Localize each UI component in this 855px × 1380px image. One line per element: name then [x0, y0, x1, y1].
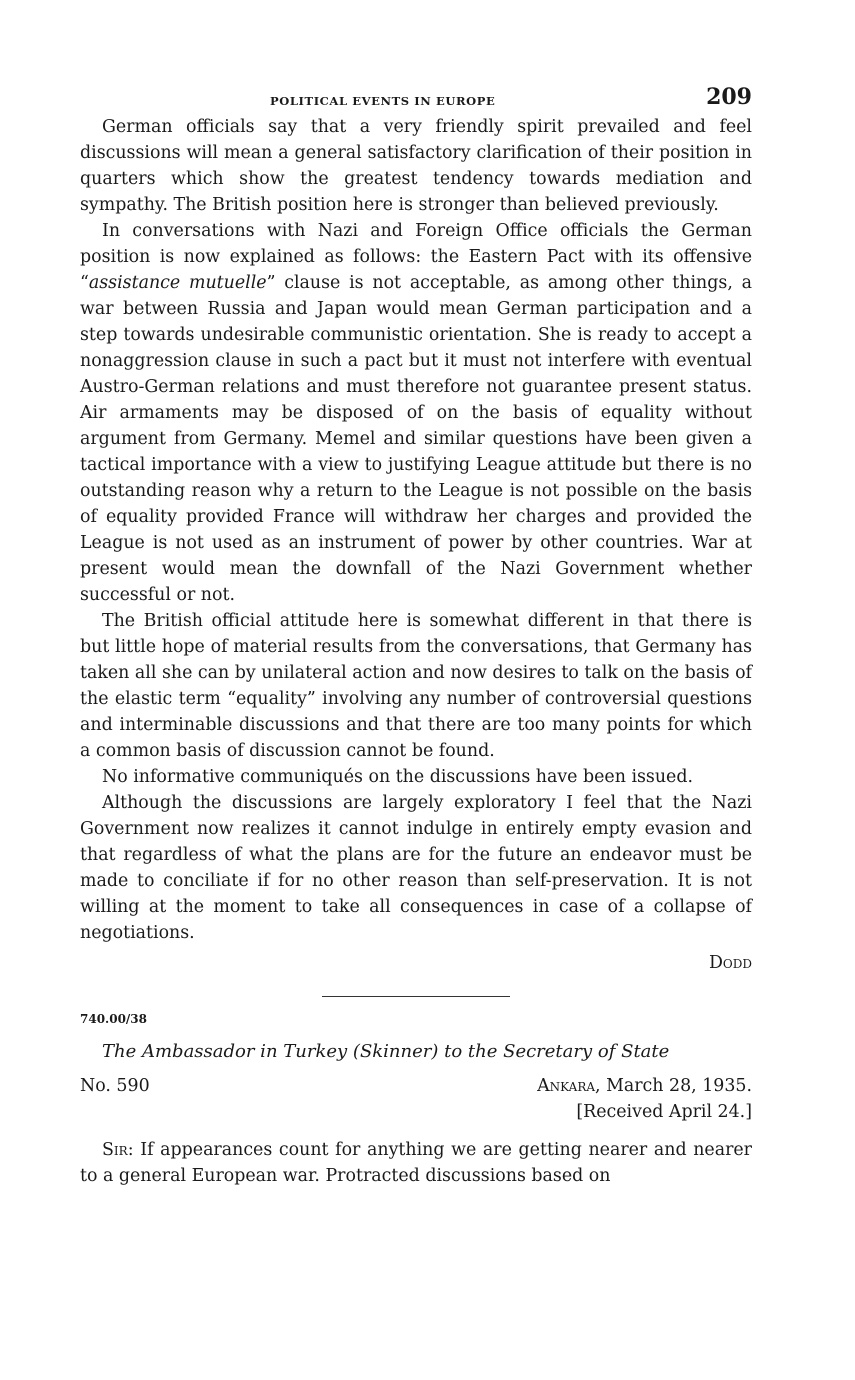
paragraph-2-text-a: In conversations with Nazi and Foreign Office officials the German position is now explained as follows: the Eastern Pact with its offensive “ — [80, 221, 752, 293]
paragraph-2-italic: assistance mutuelle — [88, 273, 267, 293]
received-date: [Received April 24.] — [576, 1102, 752, 1122]
paragraph-3: The British official attitude here is somewhat different in that there is but little hope of material results from the conversations, that Germany has taken all she can by unilateral action and now desires to talk on the basis of the elastic term “equality” involving any number of controversial questions and interminable discussions and that there are too many points for which a common basis of discussion cannot be found. — [80, 611, 752, 761]
page-number: 209 — [706, 84, 752, 110]
document-title-name: Skinner — [359, 1041, 432, 1062]
paragraph-2 — [80, 218, 752, 608]
paragraph-5: Although the discussions are largely exploratory I feel that the Nazi Government now realizes it cannot indulge in entirely empty evasion and that regardless of what the plans are for the future an endeavor must be made to conciliate if for no other reason than self-preservation. It is not willing at the moment to take all consequences in case of a collapse of negotiations. — [80, 793, 752, 943]
paragraph-4: No informative communiqués on the discussions have been issued. — [102, 767, 694, 787]
place-date — [537, 1073, 752, 1099]
letter-text: : If appearances count for anything we are getting nearer and nearer to a general European war. Protracted discussions based on — [80, 1140, 752, 1186]
date: , March 28, 1935. — [595, 1076, 752, 1096]
paragraph-2-text-b: ” clause is not acceptable, as among other things, a war between Russia and Japan would mean German participation and a step towards undesirable communistic orientation. She is ready to accept a nonaggression clause in such a pact but it must not interfere with eventual Austro-German relations and must therefore not guarantee present status. Air armaments may be disposed of on the basis of equality without argument from Germany. Memel and similar questions have been given a tactical importance with a view to justifying League attitude but there is no outstanding reason why a return to the League is not possible on the basis of equality provided France will withdraw her charges and provided the League is not used as an instrument of power by other countries. War at present would mean the downfall of the Nazi Government whether successful or not. — [80, 273, 752, 605]
file-number: 740.00/38 — [80, 1012, 148, 1026]
document-number: No. 590 — [80, 1076, 150, 1096]
salutation: Sir — [102, 1140, 128, 1160]
section-divider — [322, 996, 510, 997]
signature: Dodd — [708, 953, 752, 973]
document-title — [80, 1039, 752, 1065]
paragraph-1: German officials say that a very friendly spirit prevailed and feel discussions will mean a general satisfactory clarification of their position in quarters which show the greatest tendency towards mediation and sympathy. The British position here is stronger than believed previously. — [80, 117, 752, 215]
document-title-text-b: ) to the Secretary of State — [431, 1041, 670, 1062]
document-meta — [80, 1073, 752, 1129]
place: Ankara — [537, 1076, 596, 1096]
letter-opening — [80, 1137, 752, 1189]
running-head — [80, 84, 752, 114]
running-title: POLITICAL EVENTS IN EUROPE — [270, 94, 496, 108]
document-page — [80, 84, 752, 1206]
document-title-text-a: The Ambassador in Turkey ( — [102, 1041, 360, 1062]
